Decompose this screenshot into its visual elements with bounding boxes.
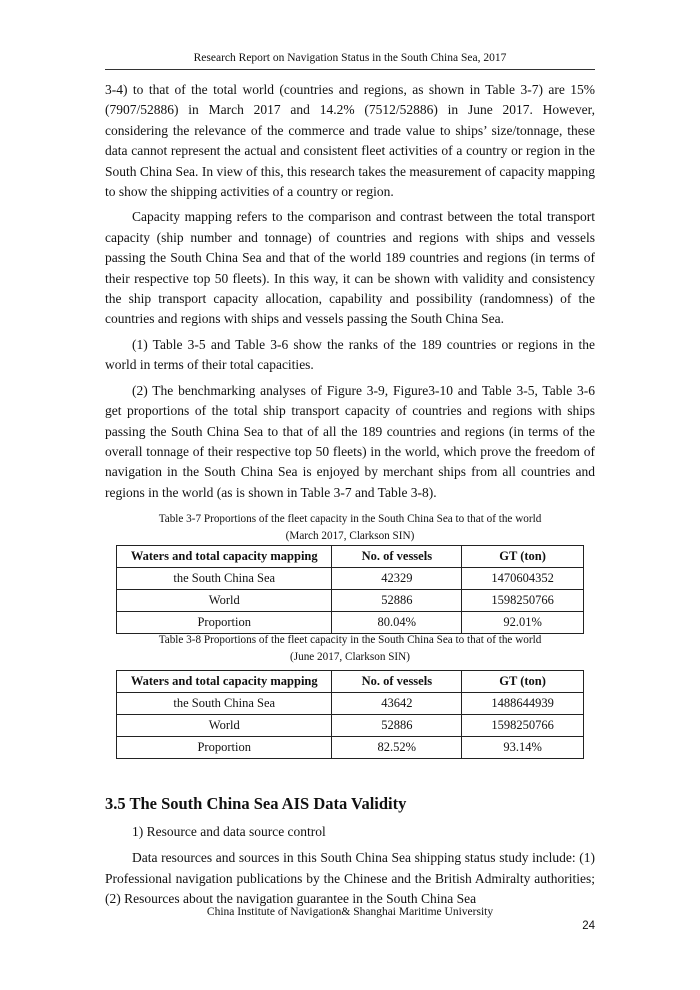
table-cell: 1488644939 — [462, 693, 584, 715]
table-3-8-caption — [105, 632, 595, 666]
section-heading: 3.5 The South China Sea AIS Data Validity — [105, 794, 407, 813]
table-header-row — [117, 671, 584, 693]
table-cell: 42329 — [332, 568, 462, 590]
paragraph: (1) Table 3-5 and Table 3-6 show the ranks of the 189 countries or regions in the world in terms of their total capacities. — [105, 336, 595, 373]
subheading: 1) Resource and data source control — [132, 824, 326, 839]
table-cell: the South China Sea — [117, 568, 332, 590]
table-cell: the South China Sea — [117, 693, 332, 715]
table-3-7 — [116, 545, 584, 634]
paragraph: Capacity mapping refers to the comparison and contrast between the total transport capacity (ship number and tonnage) of countries and regions with ships and vessels passing the South China Sea and that of the world 189 countries and regions (in terms of their respective top 50 fleets). In this way, it can be shown with validity and consistency the ship transport capacity allocation, capability and possibility (randomness) of the countries and regions with ships and vessels passing the South China Sea. — [105, 209, 595, 327]
column-header: GT (ton) — [462, 546, 584, 568]
table-header-row — [117, 546, 584, 568]
header-rule — [105, 69, 595, 70]
column-header: Waters and total capacity mapping — [117, 546, 332, 568]
table-cell: 1598250766 — [462, 590, 584, 612]
table-row — [117, 737, 584, 759]
section-body — [105, 822, 595, 916]
column-header: No. of vessels — [332, 671, 462, 693]
caption-subline: (March 2017, Clarkson SIN) — [285, 530, 415, 542]
running-footer: China Institute of Navigation& Shanghai Maritime University — [206, 906, 494, 918]
table-cell: 1598250766 — [462, 715, 584, 737]
paragraph: (2) The benchmarking analyses of Figure 3-9, Figure3-10 and Table 3-5, Table 3-6 get proportions of the total ship transport capacity of countries and regions with ships passing the South China Sea to that of all the 189 countries and regions (in terms of the overall tonnage of their respective top 50 fleets) in the world, which prove the freedom of navigation in the South China Sea is enjoyed by merchant ships from all countries and regions in the world (as is shown in Table 3-7 and Table 3-8). — [105, 382, 595, 500]
table-cell: 52886 — [332, 590, 462, 612]
table-cell: 82.52% — [332, 737, 462, 759]
table-cell: 1470604352 — [462, 568, 584, 590]
table-row — [117, 612, 584, 634]
table-cell: Proportion — [117, 737, 332, 759]
table-row — [117, 590, 584, 612]
caption-line: Table 3-8 Proportions of the fleet capacity in the South China Sea to that of the world — [158, 634, 542, 646]
column-header: Waters and total capacity mapping — [117, 671, 332, 693]
table-cell: World — [117, 715, 332, 737]
table-cell: 43642 — [332, 693, 462, 715]
caption-line: Table 3-7 Proportions of the fleet capacity in the South China Sea to that of the world — [158, 513, 542, 525]
column-header: GT (ton) — [462, 671, 584, 693]
table-3-8 — [116, 670, 584, 759]
body-text — [105, 80, 595, 508]
table-row — [117, 715, 584, 737]
paragraph: 3-4) to that of the total world (countries and regions, as shown in Table 3-7) are 15% (7907/52886) in March 2017 and 14.2% (7512/52886) in June 2017. However, considering the relevance of the commerce and trade value to ships’ size/tonnage, these data cannot represent the actual and consistent fleet activities of a country or region in the South China Sea. In view of this, this research takes the measurement of capacity mapping to show the shipping activities of a country or region. — [105, 82, 595, 200]
table-cell: 52886 — [332, 715, 462, 737]
paragraph: Data resources and sources in this South China Sea shipping status study include: (1) Professional navigation publications by the Chinese and the British Admiralty authorities; (2) Resources about the navigation guarantee in the South China Sea — [105, 850, 595, 907]
table-3-7-caption — [105, 511, 595, 545]
column-header: No. of vessels — [332, 546, 462, 568]
page-number: 24 — [582, 920, 595, 932]
table-row — [117, 693, 584, 715]
table-cell: 80.04% — [332, 612, 462, 634]
table-cell: Proportion — [117, 612, 332, 634]
table-cell: World — [117, 590, 332, 612]
caption-subline: (June 2017, Clarkson SIN) — [290, 651, 410, 663]
table-cell: 92.01% — [462, 612, 584, 634]
running-header: Research Report on Navigation Status in the South China Sea, 2017 — [193, 52, 507, 64]
table-cell: 93.14% — [462, 737, 584, 759]
table-row — [117, 568, 584, 590]
